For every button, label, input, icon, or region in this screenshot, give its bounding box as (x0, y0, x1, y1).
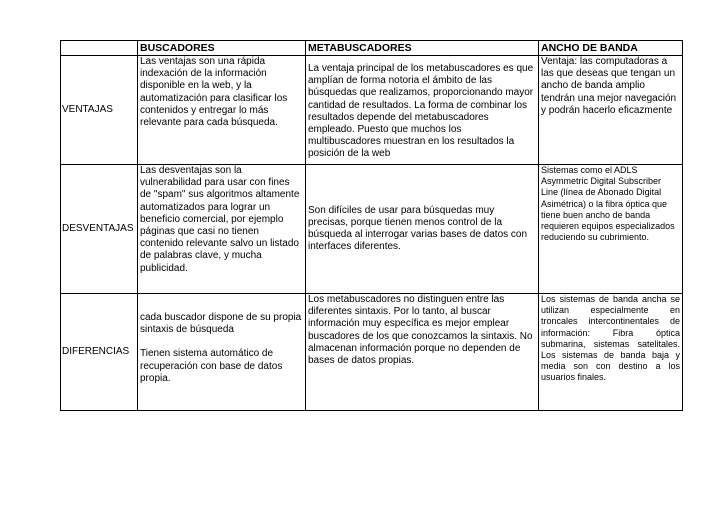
cell-diferencias-buscadores-p1: cada buscador dispone de su propia sintaxis de búsqueda (140, 312, 302, 336)
cell-diferencias-metabuscadores: Los metabuscadores no distinguen entre las diferentes sintaxis. Por lo tanto, al buscar información muy específica es mejor emplear buscadores de los que conozcamos la sintaxis. No almacenan información porque no dependen de bases de datos propias. (306, 294, 539, 411)
cell-ventajas-metabuscadores (306, 56, 539, 165)
cell-diferencias-buscadores-wrap (140, 294, 303, 385)
row-label-desventajas: DESVENTAJAS (61, 165, 138, 294)
cell-ventajas-buscadores: Las ventajas son una rápida indexación de la información disponible en la web, y la automatización para clasificar los contenidos y entregar lo más relevante para cada búsqueda. (138, 56, 306, 165)
row-ventajas (61, 56, 683, 165)
row-label-diferencias: DIFERENCIAS (61, 294, 138, 411)
row-desventajas (61, 165, 683, 294)
cell-diferencias-buscadores (138, 294, 306, 411)
header-ancho-de-banda: ANCHO DE BANDA (539, 41, 683, 56)
cell-diferencias-ancho: Los sistemas de banda ancha se utilizan especialmente en troncales intercontinentales de información: Fibra óptica submarina, sistemas satelitales. Los sistemas de banda baja y media son con destino a los usuarios finales. (539, 294, 683, 411)
comparison-table (60, 40, 683, 411)
header-buscadores: BUSCADORES (138, 41, 306, 56)
row-diferencias (61, 294, 683, 411)
header-row (61, 41, 683, 56)
header-corner (61, 41, 138, 56)
cell-desventajas-ancho: Sistemas como el ADLS Asymmetric Digital Subscriber Line (línea de Abonado Digital Asimétrica) o la fibra óptica que tiene buen ancho de banda requieren equipos especializados reduciendo su cubrimiento. (539, 165, 683, 294)
cell-ventajas-metabuscadores-text: La ventaja principal de los metabuscadores es que amplían de forma notoria el ámbito de las búsquedas que realizamos, proporcionando mayor cantidad de resultados. La forma de combinar los resultados depende del metabuscadores empleado. Puesto que muchos los multibuscadores muestran en los resultados la posición de la web (308, 63, 534, 160)
cell-desventajas-buscadores: Las desventajas son la vulnerabilidad para usar con fines de "spam" sus algoritmos altamente automatizados para lograr un beneficio comercial, por ejemplo páginas que casi no tienen contenido relevante salvo un listado de palabras clave, y mucha publicidad. (138, 165, 306, 294)
header-metabuscadores: METABUSCADORES (306, 41, 539, 56)
row-label-ventajas: VENTAJAS (61, 56, 138, 165)
cell-ventajas-ancho: Ventaja: las computadoras a las que deseas que tengan un ancho de banda amplio tendrán una mejor navegación y podrán hacerlo eficazmente (539, 56, 683, 165)
cell-desventajas-metabuscadores: Son difíciles de usar para búsquedas muy precisas, porque tienen menos control de la búsqueda al interrogar varias bases de datos con interfaces diferentes. (306, 165, 539, 294)
cell-diferencias-buscadores-p2: Tienen sistema automático de recuperación con base de datos propia. (140, 348, 283, 384)
